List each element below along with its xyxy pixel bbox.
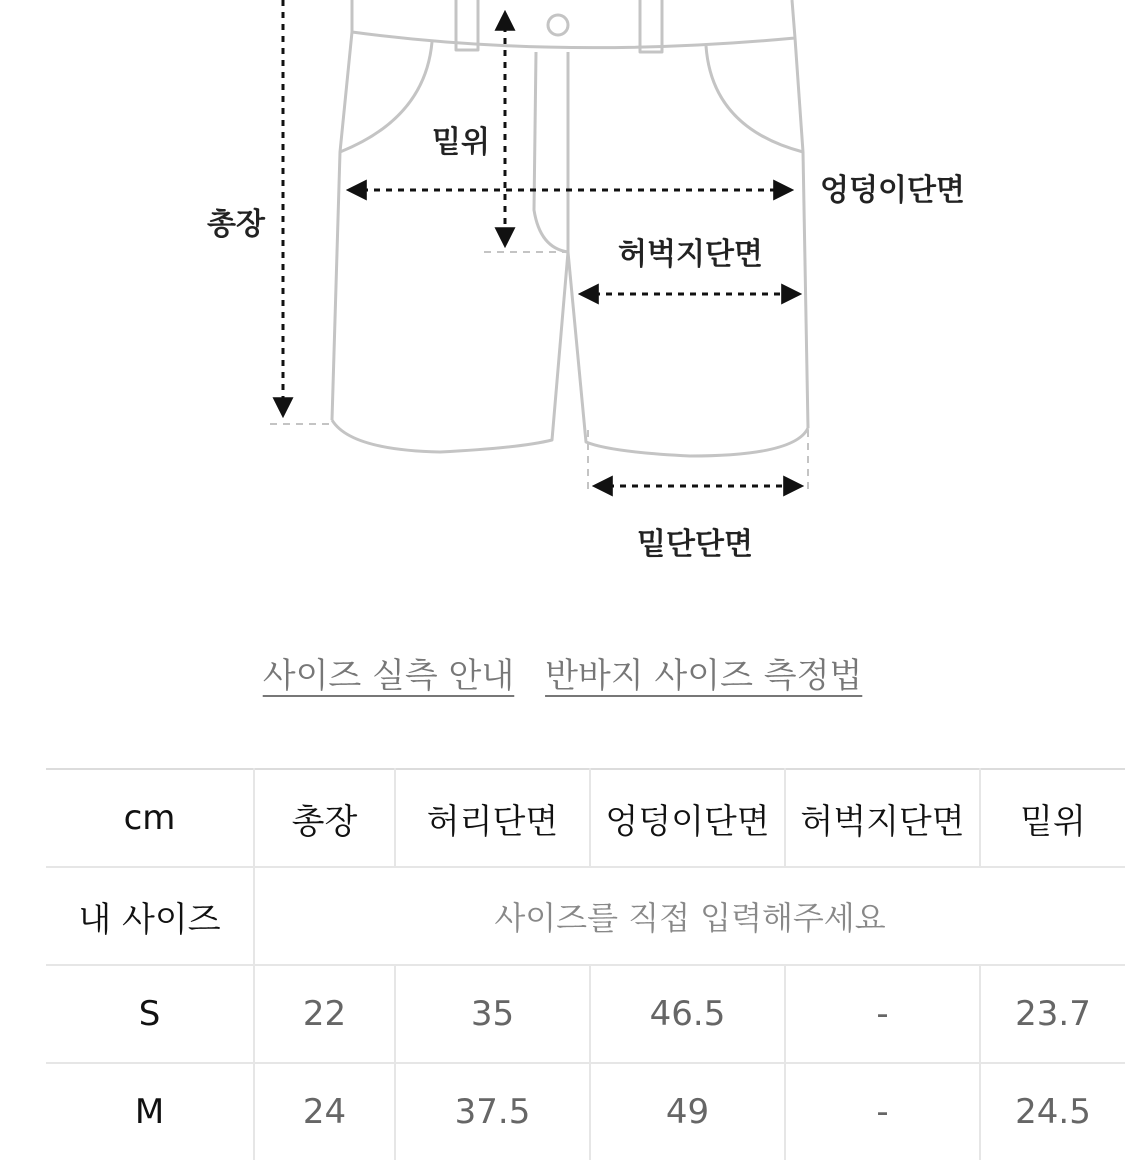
table-row [46,1063,1125,1160]
length-value: 24 [254,1063,395,1160]
header-waist: 허리단면 [395,769,590,867]
header-hip: 엉덩이단면 [590,769,785,867]
my-size-label: 내 사이즈 [46,867,254,965]
waist-value: 35 [395,965,590,1063]
hem-label: 밑단단면 [637,527,753,562]
waist-value: 37.5 [395,1063,590,1160]
my-size-input[interactable]: 사이즈를 직접 입력해주세요 [254,867,1125,965]
thigh-label: 허벅지단면 [618,237,763,272]
size-label: S [46,965,254,1063]
table-row [46,965,1125,1063]
hip-value: 46.5 [590,965,785,1063]
header-rise: 밑위 [980,769,1125,867]
header-thigh: 허벅지단면 [785,769,980,867]
my-size-row [46,867,1125,965]
size-label: M [46,1063,254,1160]
guide-links [0,648,1125,697]
size-table [46,768,1125,1160]
shorts-outline [332,0,808,456]
size-guide-link[interactable]: 사이즈 실측 안내 [262,656,515,696]
thigh-value: - [785,965,980,1063]
hip-label: 엉덩이단면 [820,173,965,208]
measure-method-link[interactable]: 반바지 사이즈 측정법 [545,656,863,696]
thigh-value: - [785,1063,980,1160]
header-unit: cm [46,769,254,867]
rise-value: 23.7 [980,965,1125,1063]
length-label: 총장 [207,207,265,242]
length-value: 22 [254,965,395,1063]
rise-value: 24.5 [980,1063,1125,1160]
table-header-row [46,769,1125,867]
guide-lines [270,252,808,494]
rise-label: 밑위 [432,125,490,160]
header-length: 총장 [254,769,395,867]
hip-value: 49 [590,1063,785,1160]
